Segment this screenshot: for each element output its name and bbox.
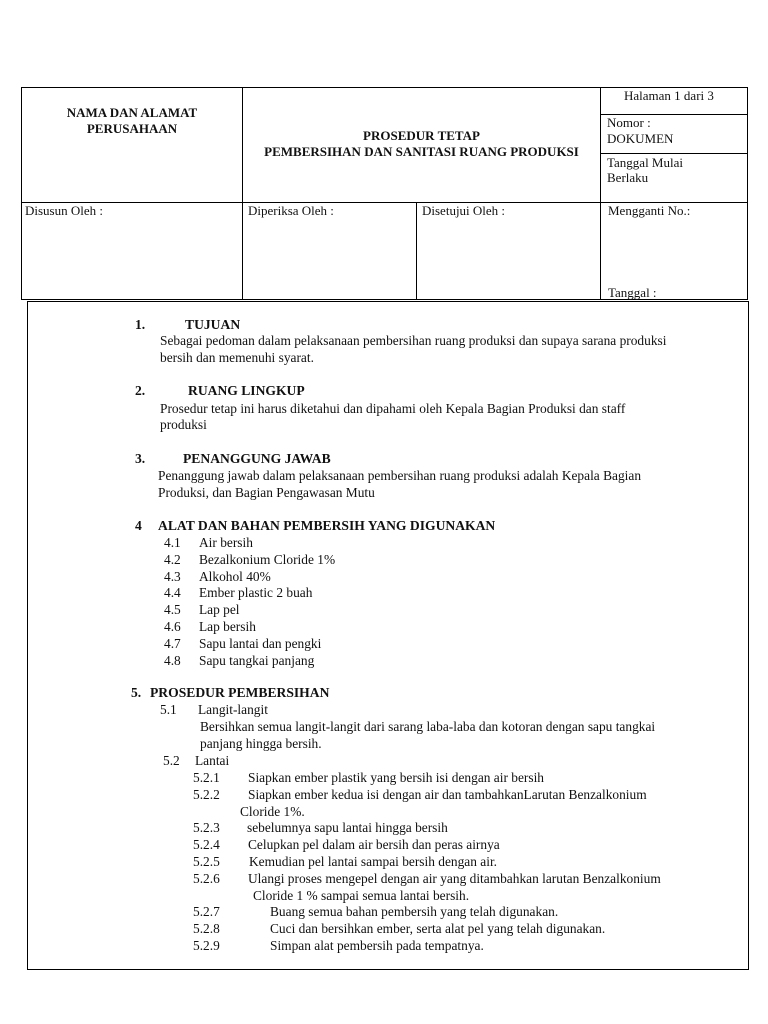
tool-item-number: 4.5 [164,602,181,617]
section-2-title: RUANG LINGKUP [188,383,305,398]
diperiksa-oleh-label: Diperiksa Oleh : [248,203,334,218]
procedure-step-text: Simpan alat pembersih pada tempatnya. [270,938,484,953]
section-5-number: 5. [131,685,142,700]
tool-item-label: Air bersih [199,535,253,550]
tool-item-number: 4.3 [164,569,181,584]
header-divider [600,87,601,300]
procedure-step-text: Ulangi proses mengepel dengan air yang ditambahkan larutan Benzalkonium [248,871,661,886]
section-2-number: 2. [135,383,146,398]
section-1-text: Sebagai pedoman dalam pelaksanaan pembersihan ruang produksi dan supaya sarana produksi [160,333,667,348]
procedure-step-text: Kemudian pel lantai sampai bersih dengan air. [249,854,498,869]
procedure-step-text: Buang semua bahan pembersih yang telah digunakan. [270,904,559,919]
tool-item-number: 4.7 [164,636,181,651]
procedure-step-number: 5.2.9 [193,938,220,953]
procedure-step-text: Siapkan ember plastik yang bersih isi dengan air bersih [248,770,545,785]
procedure-step-number: 5.2.5 [193,854,220,869]
section-5-title: PROSEDUR PEMBERSIHAN [150,685,330,700]
tool-item-number: 4.1 [164,535,181,550]
procedure-step-number: 5.2.6 [193,871,220,886]
subsection-5-1-text: panjang hingga bersih. [200,736,322,751]
document-title-line1: PROSEDUR TETAP [363,128,480,143]
tool-item-label: Alkohol 40% [199,569,271,584]
subsection-5-1-text: Bersihkan semua langit-langit dari sarang laba-laba dan kotoran dengan sapu tangkai [200,719,656,734]
procedure-step-text-cont: Cloride 1 % sampai semua lantai bersih. [253,888,470,903]
tool-item-number: 4.6 [164,619,181,634]
tool-item-label: Sapu lantai dan pengki [199,636,322,651]
tanggal-mulai-label-2: Berlaku [607,170,649,185]
tool-item-label: Lap pel [199,602,240,617]
tool-item-number: 4.8 [164,653,181,668]
tool-item-number: 4.2 [164,552,181,567]
tool-item-label: Bezalkonium Cloride 1% [199,552,336,567]
header-divider [416,202,417,300]
subsection-5-1-number: 5.1 [160,702,177,717]
procedure-step-number: 5.2.2 [193,787,220,802]
section-3-text: Produksi, dan Bagian Pengawasan Mutu [158,485,375,500]
procedure-step-text: Siapkan ember kedua isi dengan air dan tambahkanLarutan Benzalkonium [248,787,647,802]
section-4-number: 4 [135,518,142,533]
section-1-title: TUJUAN [185,317,241,332]
nomor-value: DOKUMEN [607,131,674,146]
document-title-line2: PEMBERSIHAN DAN SANITASI RUANG PRODUKSI [264,144,579,159]
procedure-step-number: 5.2.3 [193,820,220,835]
header-divider [600,153,748,154]
procedure-step-text: Celupkan pel dalam air bersih dan peras airnya [248,837,500,852]
section-3-number: 3. [135,451,146,466]
section-1-text: bersih dan memenuhi syarat. [160,350,314,365]
subsection-5-2-number: 5.2 [163,753,180,768]
tool-item-number: 4.4 [164,585,181,600]
disusun-oleh-label: Disusun Oleh : [25,203,103,218]
procedure-step-number: 5.2.4 [193,837,220,852]
procedure-step-text: Cuci dan bersihkan ember, serta alat pel yang telah digunakan. [270,921,606,936]
procedure-step-number: 5.2.1 [193,770,220,785]
tanggal-mulai-label: Tanggal Mulai [607,155,683,170]
section-2-text: Prosedur tetap ini harus diketahui dan dipahami oleh Kepala Bagian Produksi dan staff [160,401,626,416]
tanggal-label: Tanggal : [608,285,657,300]
header-divider [242,87,243,300]
section-4-title: ALAT DAN BAHAN PEMBERSIH YANG DIGUNAKAN [158,518,496,533]
section-2-text: produksi [160,417,207,432]
procedure-step-text: sebelumnya sapu lantai hingga bersih [247,820,448,835]
section-3-title: PENANGGUNG JAWAB [183,451,331,466]
page-info: Halaman 1 dari 3 [624,88,714,103]
company-name-line1: NAMA DAN ALAMAT [66,105,198,120]
mengganti-no-label: Mengganti No.: [608,203,691,218]
section-3-text: Penanggung jawab dalam pelaksanaan pembersihan ruang produksi adalah Kepala Bagian [158,468,642,483]
nomor-label: Nomor : [607,115,651,130]
procedure-step-number: 5.2.7 [193,904,220,919]
tool-item-label: Sapu tangkai panjang [199,653,315,668]
procedure-step-text-cont: Cloride 1%. [240,804,305,819]
subsection-5-1-title: Langit-langit [198,702,268,717]
tool-item-label: Ember plastic 2 buah [199,585,313,600]
subsection-5-2-title: Lantai [195,753,230,768]
section-1-number: 1. [135,317,146,332]
procedure-step-number: 5.2.8 [193,921,220,936]
company-name-line2: PERUSAHAAN [86,121,178,136]
disetujui-oleh-label: Disetujui Oleh : [422,203,506,218]
tool-item-label: Lap bersih [199,619,256,634]
